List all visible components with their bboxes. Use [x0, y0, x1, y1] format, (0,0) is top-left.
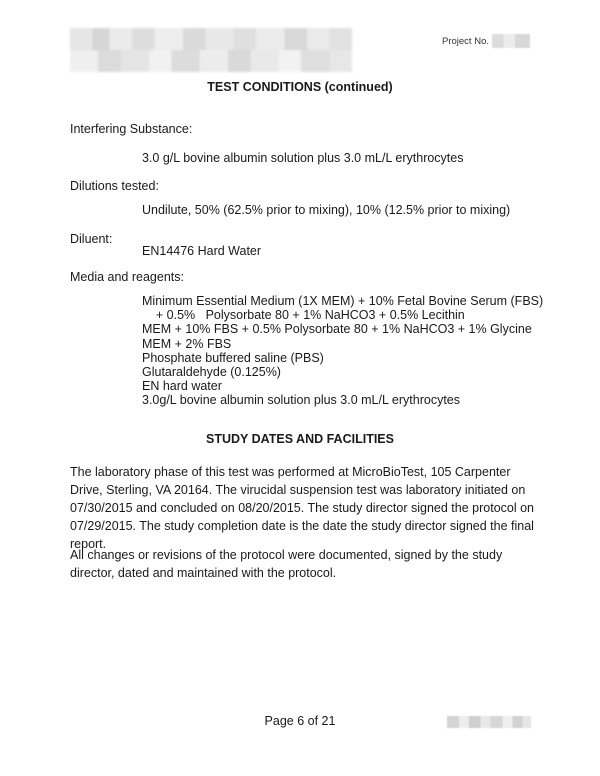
redacted-logo — [70, 28, 352, 72]
list-item: + 0.5% Polysorbate 80 + 1% NaHCO3 + 0.5% Lecithin — [142, 308, 465, 323]
project-number-label: Project No. — [442, 36, 489, 47]
section-title-test-conditions: TEST CONDITIONS (continued) — [207, 80, 393, 94]
study-facilities-paragraph: The laboratory phase of this test was performed at MicroBioTest, 105 Carpenter Drive, Sterling, VA 20164. The virucidal suspension test was laboratory initiated on 07/30/2015 and concluded on 08/20/2015. The study director signed the protocol on 07/29/2015. The study completion date is the date the study director signed the final report. — [70, 465, 535, 551]
page-number: Page 6 of 21 — [264, 714, 336, 728]
protocol-changes-paragraph: All changes or revisions of the protocol were documented, signed by the study director, dated and maintained with the protocol. — [70, 548, 503, 580]
media-reagents-label: Media and reagents: — [70, 270, 184, 284]
redacted-footer-code — [447, 716, 531, 728]
list-item: EN hard water — [142, 379, 222, 394]
diluent-label: Diluent: — [70, 232, 113, 246]
diluent-value: EN14476 Hard Water — [142, 244, 262, 258]
dilutions-tested-label: Dilutions tested: — [70, 179, 159, 193]
list-item: Phosphate buffered saline (PBS) — [142, 350, 324, 365]
media-reagents-list — [142, 294, 543, 408]
list-item: MEM + 2% FBS — [142, 336, 232, 351]
list-item: Glutaraldehyde (0.125%) — [142, 365, 281, 380]
section-title-study-dates: STUDY DATES AND FACILITIES — [206, 432, 394, 446]
list-item: 3.0g/L bovine albumin solution plus 3.0 mL/L erythrocytes — [142, 393, 461, 408]
redacted-project-number — [492, 34, 530, 48]
list-item: MEM + 10% FBS + 0.5% Polysorbate 80 + 1% NaHCO3 + 1% Glycine — [142, 322, 532, 337]
dilutions-tested-value: Undilute, 50% (62.5% prior to mixing), 10% (12.5% prior to mixing) — [142, 203, 511, 217]
interfering-substance-label: Interfering Substance: — [70, 122, 193, 136]
list-item: Minimum Essential Medium (1X MEM) + 10% Fetal Bovine Serum (FBS) — [142, 294, 544, 308]
interfering-substance-value: 3.0 g/L bovine albumin solution plus 3.0 mL/L erythrocytes — [142, 151, 464, 165]
